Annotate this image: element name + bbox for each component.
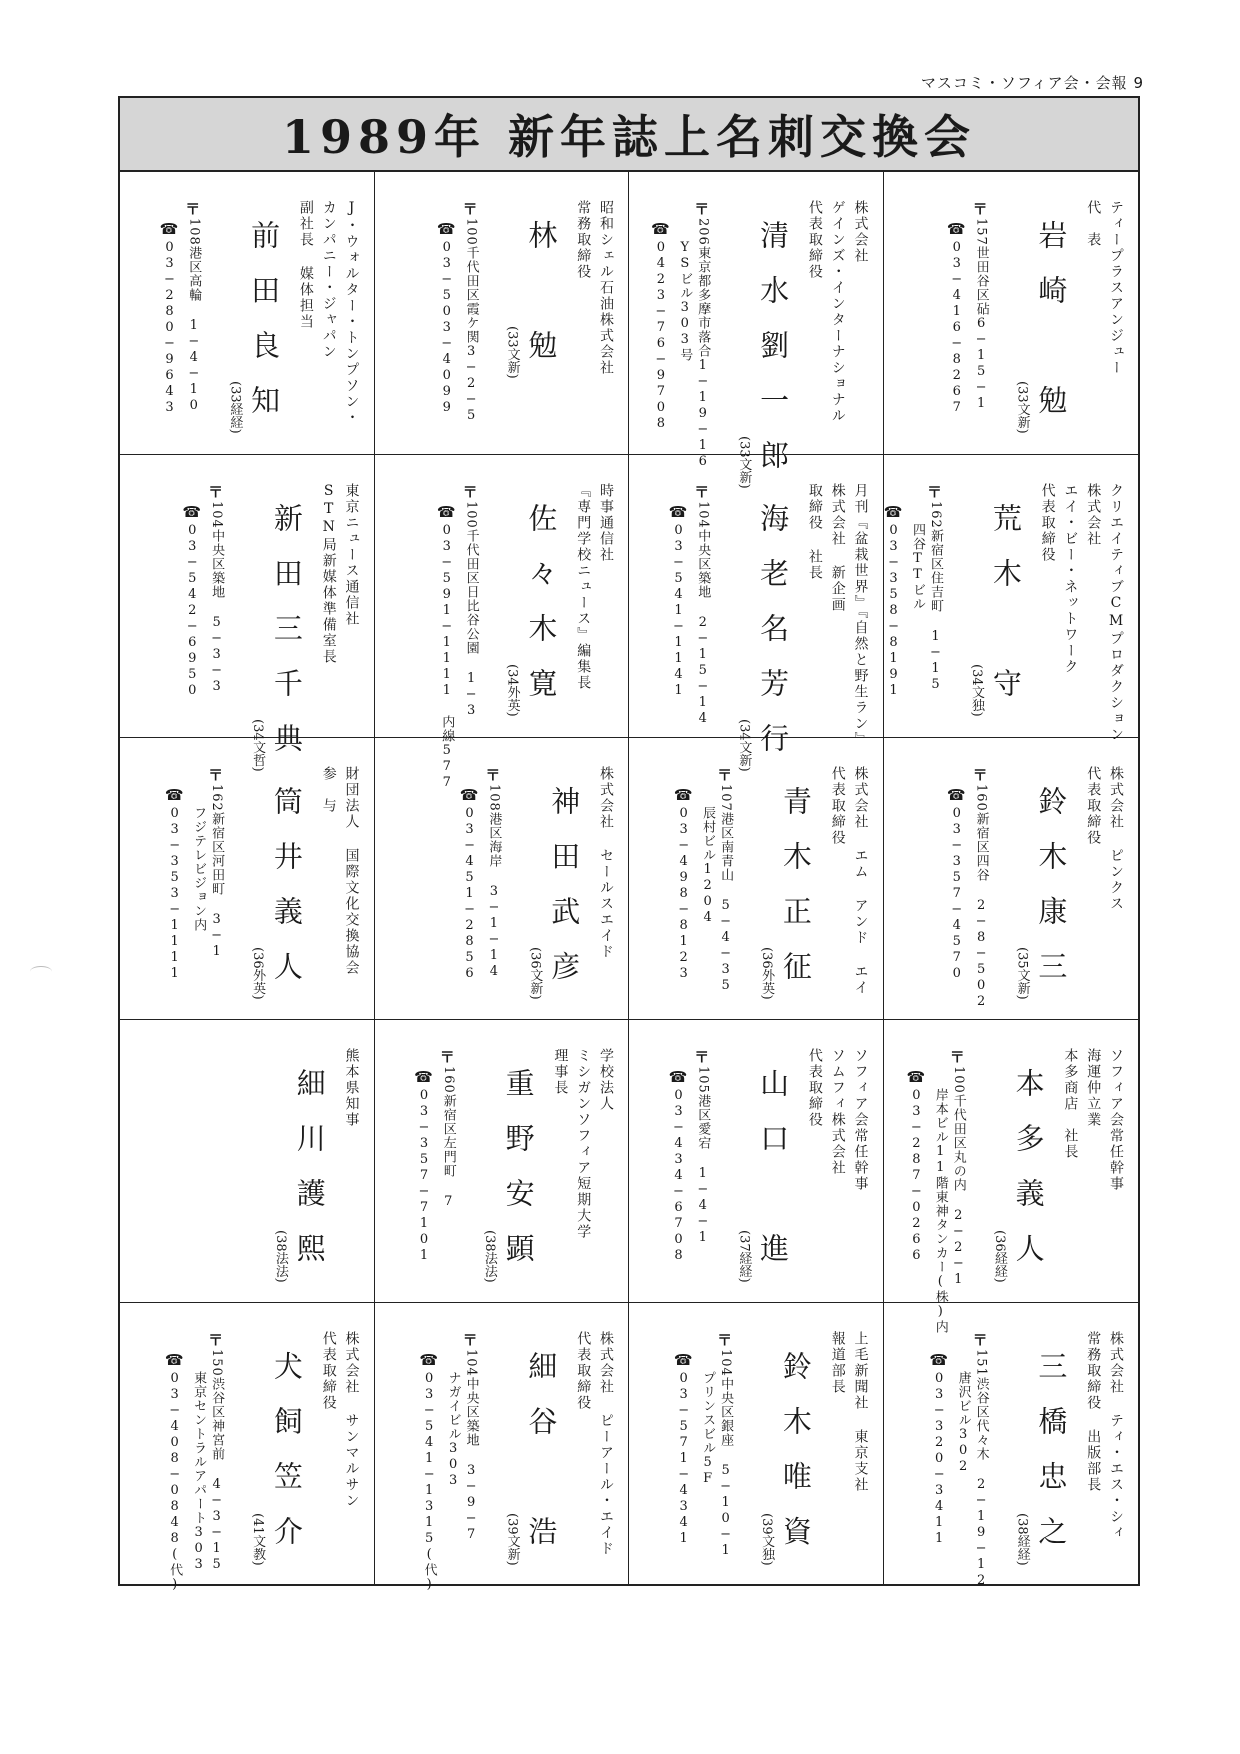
- card-address-block: [909, 483, 943, 693]
- card-address-text: 千代田区日比谷公園 1−3: [463, 528, 479, 719]
- card-person-name: 重野安顕: [501, 1068, 536, 1289]
- card-address-text: 港区海岸 3−1−14: [486, 811, 502, 980]
- card-person-name: 鈴木唯資: [778, 1351, 813, 1572]
- card-org-line: 報道部長: [829, 1331, 846, 1396]
- card-address-line: [694, 200, 710, 470]
- card-org-line: J・ウォルター・トンプソン・: [343, 200, 360, 426]
- card-zip-code: 162: [209, 783, 225, 812]
- card-org-line: ソフィア会常任幹事: [1108, 1048, 1124, 1193]
- postal-mark-icon: 〒: [462, 1331, 479, 1350]
- card-class-year: (34外英): [504, 664, 520, 717]
- postal-mark-icon: 〒: [972, 1331, 989, 1350]
- card-org-line: エイ・ビー・ネットワーク: [1062, 482, 1079, 675]
- card-address-line: [950, 1048, 966, 1334]
- card-org-line: 『専門学校ニュース』編集長: [575, 482, 592, 691]
- card-org-line: 代 表: [1085, 200, 1102, 248]
- card-address-text: 世田谷区砧6−15−1: [973, 245, 989, 412]
- card-address-text: 新宿区河田町 3−1: [209, 811, 225, 960]
- card-address-line: [463, 200, 479, 424]
- telephone-icon: ☎: [668, 502, 689, 521]
- postal-mark-icon: 〒: [439, 1048, 456, 1067]
- card-address-text: 渋谷区神宮前 4−3−15: [209, 1377, 225, 1574]
- telephone-icon: ☎: [673, 785, 694, 804]
- card-org-line: 参 与: [320, 765, 337, 814]
- card-zip-code: 150: [209, 1349, 225, 1378]
- card-address-line: [208, 483, 224, 695]
- card-exchange-frame: [118, 96, 1140, 1594]
- card-name-block: [1013, 766, 1069, 1006]
- business-card: [884, 1020, 1139, 1335]
- card-address-block: [185, 200, 201, 414]
- card-person-name: 荒木 守: [988, 502, 1023, 723]
- card-address-line: 岸本ビル11階東神タンカー(株)内: [932, 1088, 948, 1335]
- card-org-line: 海運仲立業: [1085, 1048, 1102, 1129]
- card-name-block: [480, 1048, 536, 1288]
- card-phone-number: 03−571−4341: [676, 1371, 692, 1548]
- card-address-block: [700, 1331, 734, 1559]
- card-address-line: 四谷TTビル: [910, 522, 925, 611]
- business-card: [629, 1020, 884, 1303]
- telephone-icon: ☎: [164, 1351, 185, 1370]
- card-org-line: 常務取締役 出版部長: [1085, 1331, 1102, 1494]
- card-org-line: 理事長: [552, 1048, 569, 1097]
- card-class-year: (33文新): [736, 436, 752, 489]
- telephone-icon: ☎: [906, 1068, 927, 1087]
- card-org-line: 株式会社: [1085, 482, 1102, 547]
- card-address-block: [191, 766, 225, 960]
- card-phone-number: 03−287−0266: [908, 1088, 924, 1265]
- business-card: [375, 1020, 630, 1303]
- card-address-text: 中央区築地 3−9−7: [463, 1377, 479, 1544]
- card-name-block: [734, 1048, 790, 1288]
- card-address-line: [463, 1331, 479, 1543]
- card-zip-code: 160: [973, 783, 989, 812]
- telephone-icon: ☎: [159, 220, 180, 238]
- card-person-name: 海老名芳行: [756, 502, 791, 778]
- card-org-line: 常務取締役: [575, 200, 592, 280]
- business-card: [884, 172, 1139, 455]
- card-person-name: 清水劉一郎: [756, 220, 791, 495]
- card-phone: [165, 766, 185, 982]
- postal-mark-icon: 〒: [462, 200, 479, 218]
- card-org-line: 東京ニュース通信社: [343, 482, 360, 627]
- page-title: 1989年 新年誌上名刺交換会: [281, 110, 977, 164]
- card-zip-code: 107: [718, 783, 734, 812]
- card-address-text: 中央区築地 5−3−3: [209, 528, 225, 695]
- card-phone: [651, 200, 671, 432]
- card-address-line: [973, 766, 989, 1010]
- telephone-icon: ☎: [929, 1351, 949, 1370]
- card-org-line: 副社長 媒体担当: [297, 200, 314, 330]
- card-org-line: 代表取締役: [829, 765, 846, 846]
- card-person-name: 山口 進: [756, 1068, 791, 1289]
- card-phone-number: 03−542−6950: [184, 522, 200, 699]
- telephone-icon: ☎: [883, 502, 904, 521]
- card-org-line: 株式会社 新企画: [829, 482, 846, 613]
- business-card: [375, 738, 630, 1021]
- card-class-year: (38法法): [481, 1229, 497, 1283]
- card-person-name: 林 勉: [524, 220, 559, 385]
- postal-mark-icon: 〒: [949, 1048, 966, 1067]
- card-org-line: 株式会社 エム アンド エイ: [852, 765, 869, 996]
- card-address-block: [973, 766, 989, 1010]
- card-org-line: 月刊『盆栽世界』『自然と野生ラン』: [852, 482, 869, 748]
- card-zip-code: 104: [695, 500, 711, 529]
- card-address-text: 千代田区丸の内 2−2−1: [950, 1094, 966, 1289]
- card-class-year: (33文新): [504, 326, 520, 379]
- card-address-text: 新宿区四谷 2−8−502: [973, 811, 989, 1010]
- card-name-block: [248, 766, 304, 1006]
- card-org-line: 昭和シェル石油株式会社: [598, 200, 614, 376]
- card-address-line: [973, 200, 989, 412]
- card-person-name: 鈴木康三: [1034, 785, 1069, 1006]
- card-org-line: 学校法人: [598, 1048, 614, 1113]
- telephone-icon: ☎: [946, 220, 967, 238]
- card-person-name: 本多義人: [1011, 1068, 1046, 1289]
- card-class-year: (33経経): [227, 381, 243, 434]
- card-address-block: [463, 483, 479, 719]
- card-phone: [929, 1331, 949, 1547]
- card-org-line: 取締役 社長: [806, 482, 823, 581]
- card-phone-number: 03−280−9643: [161, 240, 177, 416]
- card-address-text: 東京都多摩市落合1−19−16: [695, 245, 711, 470]
- postal-mark-icon: 〒: [694, 1048, 711, 1067]
- postal-mark-icon: 〒: [972, 200, 989, 218]
- card-org-line: ミシガンソフィア短期大学: [575, 1048, 592, 1241]
- card-phone-number: 03−451−2856: [462, 805, 478, 982]
- card-zip-code: 104: [209, 500, 225, 529]
- card-address-line: フジテレビジョン内: [191, 805, 207, 932]
- card-phone: [907, 1048, 927, 1264]
- card-org-line: 本多商店 社長: [1062, 1048, 1079, 1161]
- card-zip-code: 157: [973, 218, 989, 246]
- card-name-block: [503, 200, 559, 385]
- card-org-line: 代表取締役: [1085, 765, 1102, 846]
- card-org-line: クリエイティブCMプロダクション: [1108, 482, 1124, 743]
- card-address-line: [463, 483, 479, 719]
- card-class-year: (34文哲): [250, 719, 266, 772]
- business-card: [120, 455, 375, 778]
- card-address-text: 千代田区霞ケ関3−2−5: [463, 245, 479, 424]
- card-address-block: [485, 766, 501, 980]
- card-org-line: 代表取締役: [575, 1331, 592, 1412]
- card-person-name: 神田武彦: [547, 785, 582, 1006]
- card-name-block: [757, 766, 813, 1006]
- business-card: [120, 1303, 375, 1594]
- card-zip-code: 160: [440, 1066, 456, 1095]
- card-phone: [669, 483, 689, 699]
- card-phone-number: 03−434−6708: [670, 1088, 686, 1265]
- card-zip-code: 100: [463, 500, 479, 529]
- card-class-year: (34文独): [969, 664, 985, 717]
- card-zip-code: 104: [718, 1349, 734, 1378]
- telephone-icon: ☎: [946, 785, 967, 804]
- business-card: [629, 1303, 884, 1586]
- card-address-line: 唐沢ビル302: [955, 1371, 971, 1476]
- telephone-icon: ☎: [459, 785, 480, 804]
- telephone-icon: ☎: [668, 1068, 689, 1087]
- card-phone-number: 03−357−4570: [949, 805, 965, 982]
- card-person-name: 細川護熙: [292, 1068, 327, 1289]
- card-address-block: [694, 483, 710, 727]
- card-class-year: (33文新): [1014, 381, 1030, 434]
- card-org-line: 財団法人 国際文化交換協会: [343, 765, 360, 976]
- card-class-year: (37経経): [736, 1229, 752, 1283]
- card-address-block: [208, 483, 224, 695]
- card-phone: [419, 1331, 439, 1593]
- telephone-icon: ☎: [164, 785, 185, 804]
- card-org-line: 熊本県知事: [343, 1048, 360, 1129]
- card-person-name: 佐々木寛: [524, 502, 559, 723]
- card-org-line: 株式会社 サンマルサン: [343, 1331, 360, 1510]
- business-card: [629, 172, 884, 495]
- business-card: [120, 738, 375, 1021]
- card-class-year: (41文教): [250, 1512, 266, 1566]
- card-person-name: 前田良知: [247, 220, 282, 440]
- telephone-icon: ☎: [419, 1351, 439, 1370]
- card-address-line: 辰村ビル1204: [700, 805, 716, 926]
- card-address-line: YSビル303号: [677, 240, 693, 362]
- card-phone: [947, 200, 967, 416]
- card-name-block: [967, 483, 1023, 723]
- card-person-name: 筒井義人: [269, 785, 304, 1006]
- card-phone-number: 03−358−8191: [886, 522, 902, 699]
- business-card: [629, 455, 884, 778]
- card-org-line: カンパニー・ジャパン: [320, 200, 337, 360]
- card-address-line: [440, 1048, 456, 1210]
- card-phone: [460, 766, 480, 982]
- card-org-line: 株式会社 ピンクス: [1108, 765, 1124, 912]
- card-zip-code: 108: [186, 218, 202, 246]
- card-org-line: 代表取締役: [806, 200, 823, 280]
- card-zip-code: 108: [486, 783, 502, 812]
- card-address-block: [700, 766, 734, 994]
- card-zip-code: 100: [950, 1066, 966, 1095]
- card-phone-number: 03−498−8123: [676, 805, 692, 982]
- card-phone: [669, 1048, 689, 1264]
- card-org-line: ソフィア会常任幹事: [852, 1048, 869, 1193]
- title-band: [120, 98, 1138, 172]
- postal-mark-icon: 〒: [972, 765, 989, 784]
- card-address-text: 港区愛宕 1−4−1: [695, 1094, 711, 1247]
- card-address-line: [717, 1331, 733, 1559]
- card-person-name: 三橋忠之: [1034, 1351, 1069, 1572]
- postal-mark-icon: 〒: [927, 482, 944, 501]
- card-phone-number: 03−408−0848(代): [167, 1371, 183, 1594]
- card-zip-code: 100: [463, 218, 479, 246]
- card-phone-number: 03−591−1111 内線577: [439, 522, 455, 791]
- business-card: [375, 172, 630, 455]
- card-phone: [414, 1048, 434, 1264]
- card-phone: [674, 766, 694, 982]
- telephone-icon: ☎: [436, 502, 457, 521]
- card-person-name: 細谷 浩: [524, 1351, 559, 1572]
- card-person-name: 新田三千典: [269, 502, 304, 778]
- card-phone: [437, 200, 457, 416]
- card-address-line: [927, 483, 943, 693]
- telephone-icon: ☎: [436, 220, 457, 238]
- card-address-block: [955, 1331, 989, 1589]
- business-card: [375, 455, 630, 791]
- card-org-line: 代表取締役: [320, 1331, 337, 1412]
- card-name-block: [271, 1048, 327, 1288]
- card-class-year: (39文新): [504, 1512, 520, 1566]
- postal-mark-icon: 〒: [717, 765, 734, 784]
- card-phone-number: 03−541−1315(代): [421, 1371, 437, 1594]
- card-org-line: ゲインズ・インターナショナル: [829, 200, 846, 424]
- card-address-line: [694, 483, 710, 727]
- card-phone-number: 03−541−1141: [670, 522, 686, 699]
- card-grid: [120, 172, 1138, 1594]
- business-card: [883, 455, 1139, 743]
- card-zip-code: 206: [695, 218, 711, 246]
- card-address-line: ナガイビル303: [445, 1371, 461, 1490]
- card-class-year: (39文独): [759, 1512, 775, 1566]
- card-phone: [884, 483, 904, 699]
- card-zip-code: 104: [463, 1349, 479, 1378]
- business-card: [375, 1303, 630, 1594]
- card-phone: [165, 1331, 185, 1593]
- card-phone-number: 03−416−8267: [949, 240, 965, 416]
- card-address-line: 東京セントラルアパート303: [191, 1371, 207, 1574]
- card-phone: [947, 766, 967, 982]
- card-person-name: 犬飼笠介: [269, 1351, 304, 1572]
- card-zip-code: 162: [928, 500, 943, 529]
- card-org-line: 株式会社 セールスエイド: [598, 765, 614, 960]
- card-person-name: 青木正征: [778, 785, 813, 1006]
- card-address-block: [973, 200, 989, 412]
- card-class-year: (35文新): [1014, 946, 1030, 1000]
- business-card: [120, 172, 375, 455]
- business-card: [884, 738, 1139, 1021]
- card-zip-code: 105: [695, 1066, 711, 1095]
- card-org-line: ティープラスアンジュー: [1108, 200, 1124, 376]
- card-org-line: 株式会社: [852, 200, 869, 264]
- card-phone: [182, 483, 202, 699]
- telephone-icon: ☎: [673, 1351, 694, 1370]
- card-class-year: (34文新): [736, 719, 752, 772]
- business-card: [120, 1020, 375, 1303]
- card-address-text: 中央区築地 2−15−14: [695, 528, 711, 727]
- card-zip-code: 151: [973, 1349, 989, 1378]
- card-address-block: [932, 1048, 966, 1334]
- card-name-block: [734, 200, 790, 495]
- card-address-line: [973, 1331, 989, 1589]
- card-phone-number: 03−357−7101: [416, 1088, 432, 1265]
- card-address-line: [185, 200, 201, 414]
- card-name-block: [248, 483, 304, 778]
- telephone-icon: ☎: [414, 1068, 434, 1087]
- card-name-block: [990, 1048, 1046, 1288]
- card-name-block: [225, 200, 281, 440]
- business-card: [629, 738, 884, 1021]
- postal-mark-icon: 〒: [208, 1331, 225, 1350]
- telephone-icon: ☎: [651, 220, 671, 238]
- card-phone-number: 0423−76−9708: [653, 240, 669, 432]
- card-name-block: [734, 483, 790, 778]
- telephone-icon: ☎: [182, 502, 203, 521]
- card-address-line: [694, 1048, 710, 1246]
- card-address-text: 港区高輪 1−4−10: [186, 245, 202, 414]
- card-address-block: [191, 1331, 225, 1573]
- card-address-block: [440, 1048, 456, 1210]
- card-address-line: プリンスビル5F: [700, 1371, 716, 1488]
- postal-mark-icon: 〒: [208, 765, 225, 784]
- card-address-line: [208, 1331, 224, 1573]
- card-address-text: 港区南青山 5−4−35: [718, 811, 734, 994]
- card-org-line: 代表取締役: [1039, 482, 1056, 563]
- postal-mark-icon: 〒: [185, 200, 202, 218]
- card-phone-number: 03−353−1111: [167, 805, 183, 982]
- card-address-text: 新宿区左門町 7: [440, 1094, 456, 1211]
- postal-mark-icon: 〒: [694, 200, 711, 218]
- card-name-block: [525, 766, 581, 1006]
- postal-mark-icon: 〒: [717, 1331, 734, 1350]
- card-org-line: 株式会社 ピーアール・エイド: [598, 1331, 614, 1558]
- card-address-block: [463, 200, 479, 424]
- margin-mark: [30, 966, 52, 977]
- card-class-year: (36外英): [759, 946, 775, 1000]
- card-name-block: [1013, 1331, 1069, 1571]
- card-org-line: 株式会社 ティ・エス・シィ: [1108, 1331, 1124, 1542]
- card-address-line: [717, 766, 733, 994]
- postal-mark-icon: 〒: [462, 482, 479, 501]
- card-name-block: [757, 1331, 813, 1571]
- card-name-block: [503, 483, 559, 723]
- card-address-text: 渋谷区代々木 2−19−12: [973, 1377, 989, 1590]
- card-address-block: [445, 1331, 479, 1543]
- card-org-line: 代表取締役: [806, 1048, 823, 1129]
- card-org-line: STN局新媒体準備室長: [320, 482, 337, 665]
- card-phone-number: 03−503−4099: [439, 240, 455, 416]
- card-address-text: 中央区銀座 5−10−1: [718, 1377, 734, 1560]
- card-class-year: (36外英): [250, 946, 266, 1000]
- card-address-text: 新宿区住吉町 1−15: [928, 528, 943, 693]
- card-address-block: [677, 200, 711, 470]
- card-class-year: (36文新): [527, 946, 543, 1000]
- card-name-block: [248, 1331, 304, 1571]
- card-address-line: [208, 766, 224, 960]
- card-person-name: 岩崎 勉: [1034, 220, 1069, 440]
- card-phone-number: 03−320−3411: [931, 1371, 947, 1548]
- card-org-line: ソムフィ株式会社: [829, 1048, 846, 1177]
- card-name-block: [503, 1331, 559, 1571]
- postal-mark-icon: 〒: [208, 482, 225, 501]
- card-class-year: (36経経): [991, 1229, 1007, 1283]
- card-class-year: (38経経): [1014, 1512, 1030, 1566]
- card-address-line: [485, 766, 501, 980]
- postal-mark-icon: 〒: [485, 765, 502, 784]
- card-name-block: [1013, 200, 1069, 440]
- running-head: マスコミ・ソフィア会・会報 9: [920, 74, 1144, 92]
- card-class-year: (38法法): [272, 1229, 288, 1283]
- card-org-line: 時事通信社: [598, 482, 614, 563]
- card-address-block: [694, 1048, 710, 1246]
- card-org-line: 上毛新聞社 東京支社: [852, 1331, 869, 1494]
- postal-mark-icon: 〒: [694, 482, 711, 501]
- business-card: [884, 1303, 1139, 1590]
- card-phone: [160, 200, 180, 416]
- card-phone: [674, 1331, 694, 1547]
